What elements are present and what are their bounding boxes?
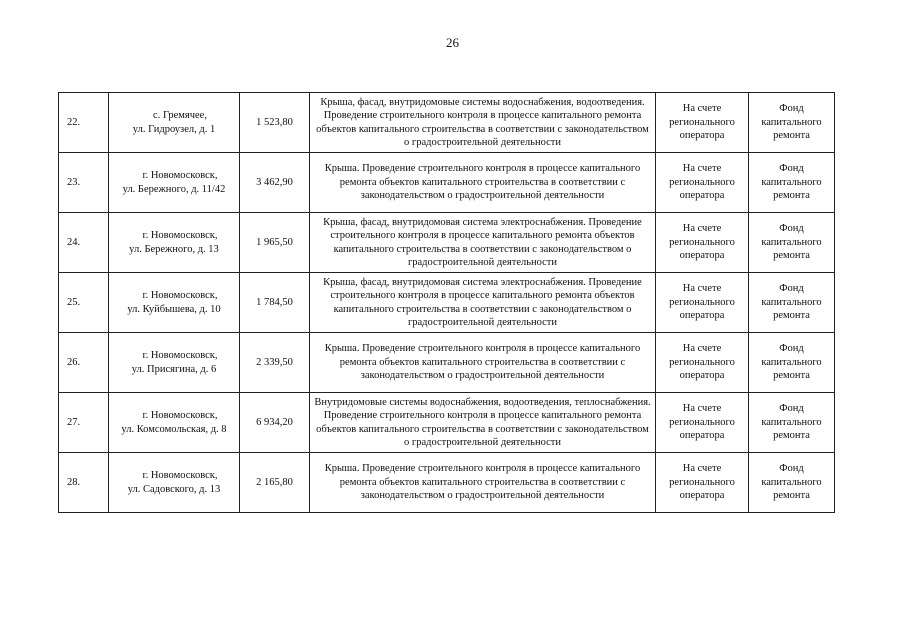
fund-cell: Фонд капитального ремонта [749, 153, 835, 213]
works-cell: Крыша. Проведение строительного контроля в процессе капитального ремонта объектов капитального строительства в соответствии с законодательством о градостроительной деятельности [310, 333, 656, 393]
street: ул. Гидроузел, д. 1 [132, 123, 216, 135]
fund-cell: Фонд капитального ремонта [749, 453, 835, 513]
table-row [59, 153, 835, 213]
works-cell: Крыша. Проведение строительного контроля в процессе капитального ремонта объектов капитального строительства в соответствии с законодательством о градостроительной деятельности [310, 153, 656, 213]
settlement: г. Новомосковск, [142, 350, 218, 361]
owner-cell: На счете регионального оператора [656, 333, 749, 393]
works-cell: Крыша, фасад, внутридомовая система электроснабжения. Проведение строительного контроля в процессе капитального ремонта объектов капитального строительства в соответствии с законодательством о градостроительной деятельности [310, 213, 656, 273]
row-number: 25. [59, 273, 109, 333]
owner-cell: На счете регионального оператора [656, 93, 749, 153]
area-cell: 1 523,80 [240, 93, 310, 153]
table-row [59, 273, 835, 333]
area-cell: 6 934,20 [240, 393, 310, 453]
owner-cell: На счете регионального оператора [656, 213, 749, 273]
table-row [59, 453, 835, 513]
address-cell [109, 393, 240, 453]
owner-cell: На счете регионального оператора [656, 393, 749, 453]
table-row [59, 93, 835, 153]
works-cell: Внутридомовые системы водоснабжения, водоотведения, теплоснабжения. Проведение строительного контроля в процессе капитального ремонта объектов капитального строительства в соответствии с законодательством о градостроительной деятельности [310, 393, 656, 453]
settlement: с. Гремячее, [153, 110, 207, 121]
address-cell [109, 93, 240, 153]
row-number: 24. [59, 213, 109, 273]
works-cell: Крыша. Проведение строительного контроля в процессе капитального ремонта объектов капитального строительства в соответствии с законодательством о градостроительной деятельности [310, 453, 656, 513]
street: ул. Бережного, д. 13 [129, 243, 219, 255]
works-cell: Крыша, фасад, внутридомовая система электроснабжения. Проведение строительного контроля в процессе капитального ремонта объектов капитального строительства в соответствии с законодательством о градостроительной деятельности [310, 273, 656, 333]
owner-cell: На счете регионального оператора [656, 453, 749, 513]
area-cell: 2 165,80 [240, 453, 310, 513]
area-cell: 1 784,50 [240, 273, 310, 333]
settlement: г. Новомосковск, [142, 290, 218, 301]
address-cell [109, 213, 240, 273]
settlement: г. Новомосковск, [142, 470, 218, 481]
row-number: 28. [59, 453, 109, 513]
owner-cell: На счете регионального оператора [656, 273, 749, 333]
address-cell [109, 273, 240, 333]
row-number: 22. [59, 93, 109, 153]
fund-cell: Фонд капитального ремонта [749, 333, 835, 393]
table-row [59, 393, 835, 453]
street: ул. Садовского, д. 13 [127, 483, 221, 495]
settlement: г. Новомосковск, [142, 170, 218, 181]
row-number: 23. [59, 153, 109, 213]
settlement: г. Новомосковск, [142, 410, 218, 421]
owner-cell: На счете регионального оператора [656, 153, 749, 213]
street: ул. Присягина, д. 6 [131, 363, 217, 375]
table-row [59, 213, 835, 273]
works-cell: Крыша, фасад, внутридомовые системы водоснабжения, водоотведения. Проведение строительного контроля в процессе капитального ремонта объектов капитального строительства в соответствии с законодательством о градостроительной деятельности [310, 93, 656, 153]
area-cell: 1 965,50 [240, 213, 310, 273]
fund-cell: Фонд капитального ремонта [749, 213, 835, 273]
street: ул. Куйбышева, д. 10 [127, 303, 221, 315]
row-number: 26. [59, 333, 109, 393]
address-cell [109, 453, 240, 513]
settlement: г. Новомосковск, [142, 230, 218, 241]
address-cell [109, 153, 240, 213]
table-row [59, 333, 835, 393]
area-cell: 2 339,50 [240, 333, 310, 393]
fund-cell: Фонд капитального ремонта [749, 273, 835, 333]
fund-cell: Фонд капитального ремонта [749, 93, 835, 153]
street: ул. Бережного, д. 11/42 [122, 183, 226, 195]
street: ул. Комсомольская, д. 8 [121, 423, 227, 435]
row-number: 27. [59, 393, 109, 453]
repair-works-table [58, 92, 835, 513]
area-cell: 3 462,90 [240, 153, 310, 213]
address-cell [109, 333, 240, 393]
page-number: 26 [446, 35, 459, 50]
fund-cell: Фонд капитального ремонта [749, 393, 835, 453]
